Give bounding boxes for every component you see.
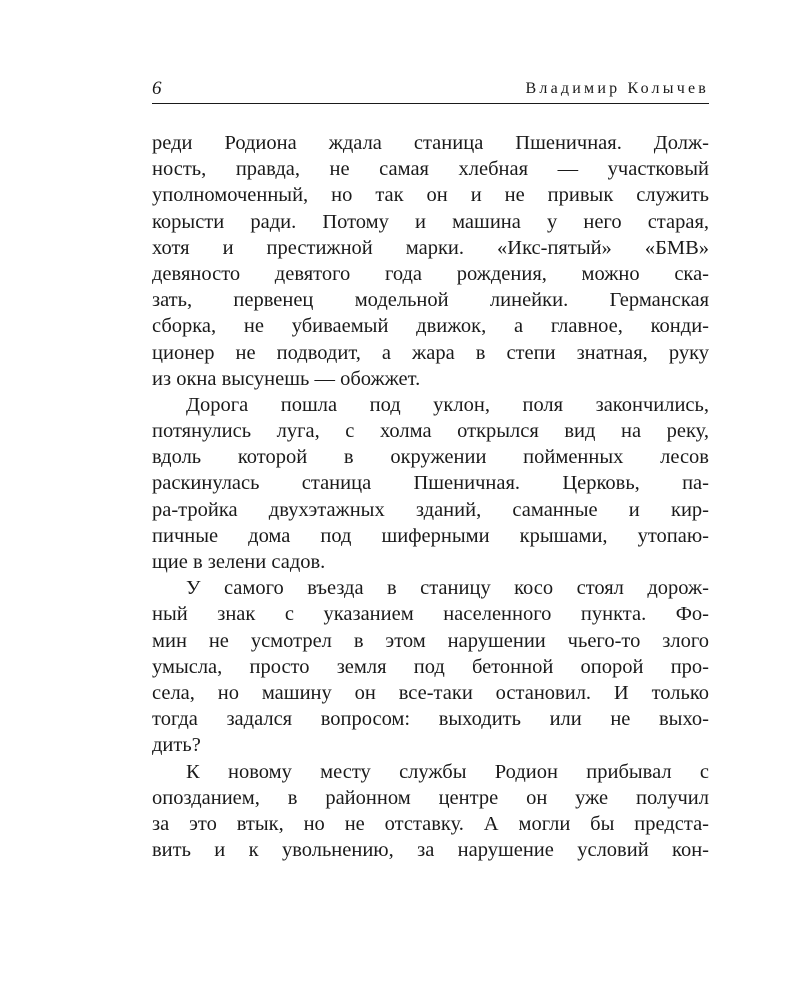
text-line: реди Родиона ждала станица Пшеничная. Долж- (152, 132, 709, 154)
text-line: умысла, просто земля под бетонной опорой про- (152, 655, 709, 678)
text-line: тогда задался вопросом: выходить или не выхо- (152, 708, 709, 731)
text-line: раскинулась станица Пшеничная. Церковь, па- (152, 472, 709, 495)
text-line: потянулись луга, с холма открылся вид на реку, (152, 420, 709, 443)
page-number: 6 (152, 78, 162, 99)
text-line: уполномоченный, но так он и не привык служить (152, 184, 709, 207)
header-rule (152, 103, 709, 104)
text-line: за это втык, но не отставку. А могли бы предста- (152, 812, 709, 835)
text-line: вдоль которой в окружении пойменных лесов (152, 446, 709, 469)
text-line: из окна высунешь — обожжет. (152, 367, 421, 390)
text-line: девяносто девятого года рождения, можно ска- (152, 262, 709, 285)
text-line: ционер не подводит, а жара в степи знатная, руку (152, 341, 709, 364)
text-line: К новому месту службы Родион прибывал с (186, 760, 709, 783)
text-line: пичные дома под шиферными крышами, утопаю- (152, 524, 709, 547)
text-line: опозданием, в районном центре он уже получил (152, 786, 709, 809)
text-line: зать, первенец модельной линейки. Германская (152, 289, 709, 312)
text-line: хотя и престижной марки. «Икс-пятый» «БМВ» (152, 236, 709, 259)
text-line: села, но машину он все-таки остановил. И только (152, 681, 709, 704)
text-line: ра-тройка двухэтажных зданий, саманные и кир- (152, 498, 709, 521)
text-line: щие в зелени садов. (152, 551, 326, 573)
text-line: Дорога пошла под уклон, поля закончились, (186, 393, 709, 416)
text-line: сборка, не убиваемый движок, а главное, конди- (152, 315, 709, 338)
running-header (152, 78, 709, 106)
text-line: дить? (152, 734, 201, 757)
body-text (152, 130, 709, 863)
author-name: Владимир Колычев (525, 80, 709, 97)
text-line: мин не усмотрел в этом нарушении чьего-то злого (152, 629, 709, 652)
text-line: вить и к увольнению, за нарушение условий кон- (152, 839, 709, 862)
text-line: ность, правда, не самая хлебная — участковый (152, 158, 709, 181)
text-line: корысти ради. Потому и машина у него старая, (152, 210, 709, 233)
text-line: ный знак с указанием населенного пункта. Фо- (152, 603, 709, 626)
text-line: У самого въезда в станицу косо стоял дорож- (186, 577, 709, 600)
